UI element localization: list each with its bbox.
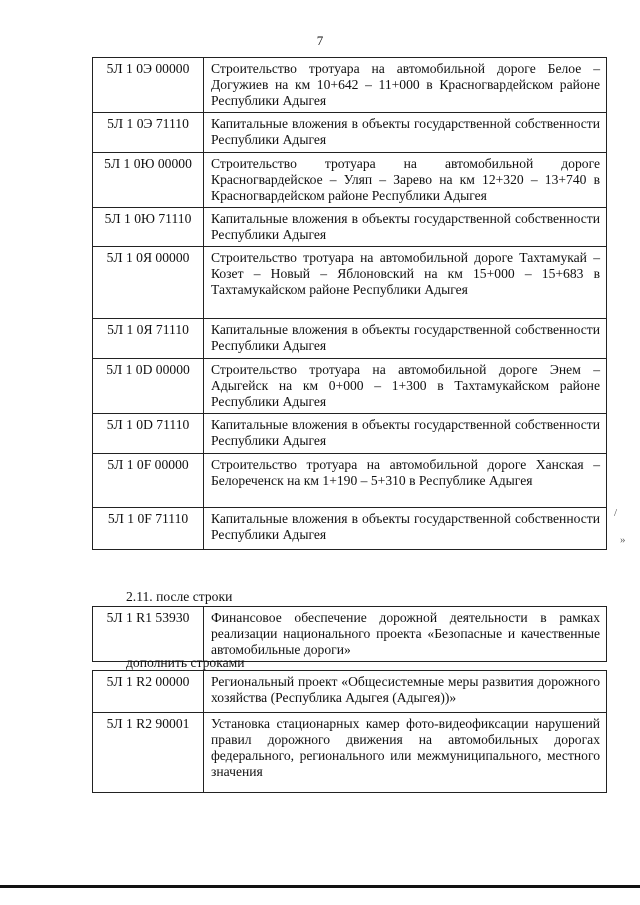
- added-rows-table: [92, 670, 607, 793]
- table-row: [93, 414, 607, 454]
- row-code: 5Л 1 0Э 00000: [93, 58, 204, 113]
- row-code: 5Л 1 0F 00000: [93, 454, 204, 508]
- margin-mark: »: [620, 534, 626, 546]
- table-row: [93, 153, 607, 208]
- instruction-after-row: 2.11. после строки: [126, 589, 233, 604]
- row-description: Строительство тротуара на автомобильной дороге Ханская – Белореченск на км 1+190 – 5+310 в Республике Адыгея: [204, 454, 607, 508]
- row-code: 5Л 1 0Я 00000: [93, 247, 204, 319]
- table-row: [93, 359, 607, 414]
- row-code: 5Л 1 0Э 71110: [93, 113, 204, 153]
- table-row: [93, 319, 607, 359]
- reference-row-table: [92, 606, 607, 662]
- page-number: 7: [316, 33, 324, 48]
- table-row: [93, 454, 607, 508]
- row-description: Строительство тротуара на автомобильной дороге Белое – Догужиев на км 10+642 – 11+000 в Красногвардейском районе Республики Адыгея: [204, 58, 607, 113]
- table-row: [93, 113, 607, 153]
- table-row: [93, 607, 607, 662]
- margin-mark: /: [614, 507, 618, 519]
- row-code: 5Л 1 0Ю 71110: [93, 208, 204, 247]
- row-description: Финансовое обеспечение дорожной деятельности в рамках реализации национального проекта «Безопасные и качественные автомобильные дороги»: [204, 607, 607, 662]
- row-description: Капитальные вложения в объекты государственной собственности Республики Адыгея: [204, 208, 607, 247]
- row-code: 5Л 1 0D 71110: [93, 414, 204, 454]
- row-description: Капитальные вложения в объекты государственной собственности Республики Адыгея: [204, 414, 607, 454]
- row-description: Капитальные вложения в объекты государственной собственности Республики Адыгея: [204, 319, 607, 359]
- row-code: 5Л 1 R1 53930: [93, 607, 204, 662]
- table-row: [93, 671, 607, 713]
- table-row: [93, 208, 607, 247]
- table-row: [93, 508, 607, 550]
- row-description: Строительство тротуара на автомобильной дороге Энем – Адыгейск на км 0+000 – 1+300 в Тахтамукайском районе Республики Адыгея: [204, 359, 607, 414]
- instruction-add-rows: дополнить строками: [126, 655, 245, 670]
- table-row: [93, 713, 607, 793]
- row-description: Региональный проект «Общесистемные меры развития дорожного хозяйства (Республика Адыгея (Адыгея))»: [204, 671, 607, 713]
- row-code: 5Л 1 0Ю 00000: [93, 153, 204, 208]
- row-code: 5Л 1 R2 90001: [93, 713, 204, 793]
- row-code: 5Л 1 0F 71110: [93, 508, 204, 550]
- row-code: 5Л 1 0Я 71110: [93, 319, 204, 359]
- row-description: Строительство тротуара на автомобильной дороге Тахтамукай – Козет – Новый – Яблоновский на км 15+000 – 15+683 в Тахтамукайском районе Республики Адыгея: [204, 247, 607, 319]
- row-code: 5Л 1 R2 00000: [93, 671, 204, 713]
- row-description: Установка стационарных камер фото-видеофиксации нарушений правил дорожного движения на автомобильных дорогах федерального, регионального или межмуниципального, местного значения: [204, 713, 607, 793]
- budget-codes-table: [92, 57, 607, 550]
- table-row: [93, 58, 607, 113]
- row-description: Строительство тротуара на автомобильной дороге Красногвардейское – Уляп – Зарево на км 12+320 – 13+740 в Красногвардейском районе Республики Адыгея: [204, 153, 607, 208]
- row-code: 5Л 1 0D 00000: [93, 359, 204, 414]
- row-description: Капитальные вложения в объекты государственной собственности Республики Адыгея: [204, 113, 607, 153]
- row-description: Капитальные вложения в объекты государственной собственности Республики Адыгея: [204, 508, 607, 550]
- scan-bottom-edge: [0, 885, 640, 888]
- table-row: [93, 247, 607, 319]
